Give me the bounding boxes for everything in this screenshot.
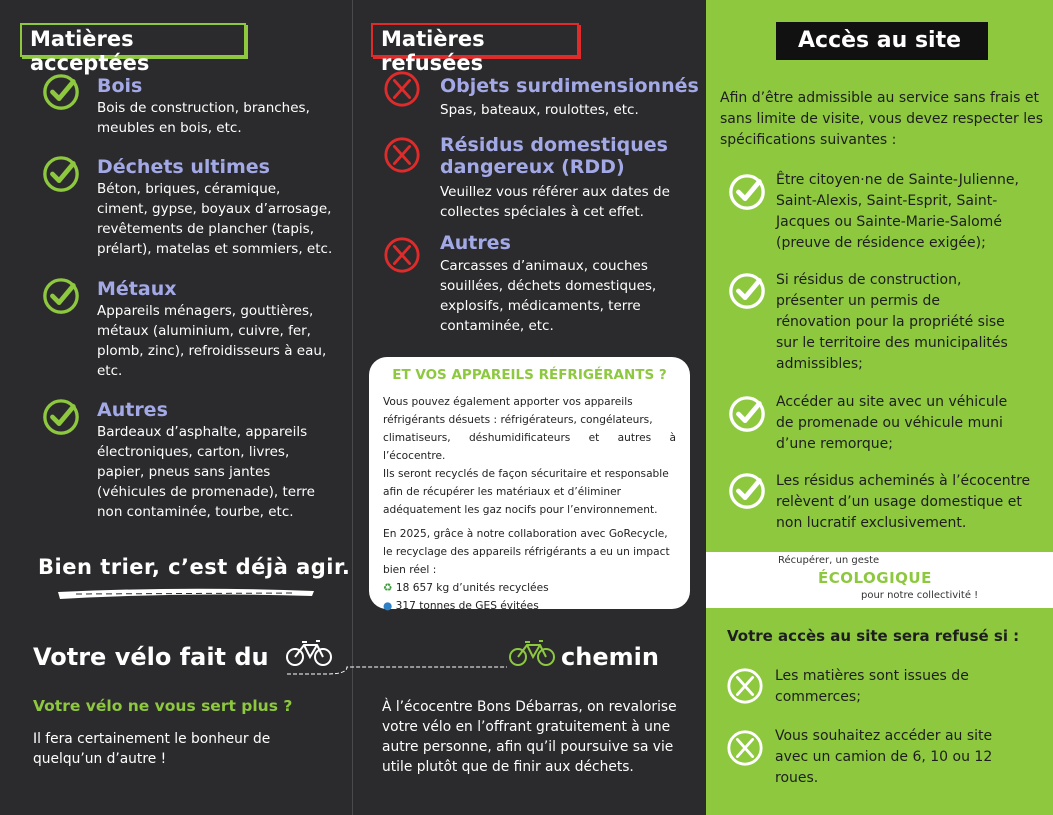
refusal-condition: Les matières sont issues de commerces; bbox=[775, 668, 969, 705]
refused-item-title: Objets surdimensionnés bbox=[440, 75, 699, 97]
bike-subtitle: Votre vélo ne vous sert plus ? bbox=[33, 697, 293, 715]
check-circle-icon bbox=[728, 472, 766, 510]
accepted-item-text: Appareils ménagers, gouttières, métaux (aluminium, cuivre, fer, plomb, zinc), refroidisseurs à eau, etc. bbox=[97, 303, 327, 379]
bike-headline-right: chemin bbox=[561, 643, 659, 671]
x-circle-icon bbox=[383, 136, 421, 174]
recycle-icon: ♻ bbox=[383, 582, 393, 594]
refused-item-title: Autres bbox=[440, 232, 511, 254]
refusal-header: Votre accès au site sera refusé si : bbox=[727, 627, 1020, 645]
accepted-item-text: Bardeaux d’asphalte, appareils électroniques, carton, livres, papier, pneus sans jantes (véhicules de promenade), terre non contaminée, tourbe, etc. bbox=[97, 424, 315, 520]
dashed-path bbox=[287, 663, 507, 677]
x-circle-icon bbox=[383, 70, 421, 108]
refused-panel bbox=[352, 0, 707, 815]
accepted-item-title: Déchets ultimes bbox=[97, 156, 270, 178]
refused-item-title: Résidus domestiques dangereux (RDD) bbox=[440, 134, 668, 178]
eco-banner bbox=[706, 552, 1053, 608]
access-condition: Être citoyen·ne de Sainte-Julienne, Saint-Alexis, Saint-Esprit, Saint- Jacques ou Sainte-Marie-Salomé (preuve de résidence exigée); bbox=[776, 172, 1019, 251]
fridge-info-box bbox=[369, 357, 690, 612]
x-circle-icon bbox=[726, 667, 764, 705]
accepted-item-title: Autres bbox=[97, 399, 168, 421]
eco-line3: pour notre collectivité ! bbox=[861, 590, 979, 601]
check-circle-icon bbox=[42, 73, 80, 111]
accepted-panel bbox=[0, 0, 352, 815]
eco-word: ÉCOLOGIQUE bbox=[818, 569, 932, 587]
accepted-header: Matières acceptées bbox=[20, 23, 246, 57]
slogan: Bien trier, c’est déjà agir. bbox=[38, 555, 351, 579]
stat-recycled: ♻ 18 657 kg d’unités recyclées bbox=[383, 582, 549, 594]
fridge-box-para2: En 2025, grâce à notre collaboration avec GoRecycle, le recyclage des appareils réfrigérants a eu un impact bien réel : ♻ 18 657 kg d’unités recyclées ● 317 tonnes de GES évitées bbox=[383, 525, 676, 615]
access-condition: Les résidus acheminés à l’écocentre relèvent d’un usage domestique et non lucratif exclusivement. bbox=[776, 473, 1031, 531]
access-condition: Accéder au site avec un véhicule de promenade ou véhicule muni d’une remorque; bbox=[776, 394, 1008, 452]
eco-line1: Récupérer, un geste bbox=[778, 555, 880, 566]
check-circle-icon bbox=[728, 395, 766, 433]
check-circle-icon bbox=[42, 155, 80, 193]
access-header: Accès au site bbox=[776, 22, 988, 60]
accepted-item-text: Bois de construction, branches, meubles en bois, etc. bbox=[97, 100, 310, 136]
refused-item-text: Spas, bateaux, roulottes, etc. bbox=[440, 102, 639, 118]
fridge-box-para1: Vous pouvez également apporter vos appareils réfrigérants désuets : réfrigérateurs, congélateurs, climatiseurs, déshumidificateurs et autres à l’écocentre. Ils seront recyclés de façon sécuritaire et responsable afin de récupérer les matériaux et d’éliminer adéquatement les gaz nocifs pour l’environnement. bbox=[383, 396, 676, 516]
access-panel bbox=[706, 0, 1053, 815]
stat-ges: ● 317 tonnes de GES évitées bbox=[383, 600, 539, 612]
refused-header: Matières refusées bbox=[371, 23, 579, 57]
brush-underline bbox=[56, 586, 316, 600]
bike-right-text: À l’écocentre Bons Débarras, on revalorise votre vélo en l’offrant gratuitement à une autre personne, afin qu’il poursuive sa vie utile plutôt que de finir aux déchets. bbox=[382, 699, 677, 775]
x-circle-icon bbox=[383, 236, 421, 274]
refusal-condition: Vous souhaitez accéder au site avec un camion de 6, 10 ou 12 roues. bbox=[775, 728, 993, 786]
accepted-item-title: Métaux bbox=[97, 278, 177, 300]
access-condition: Si résidus de construction, présenter un permis de rénovation pour la propriété sise sur le territoire des municipalités admissibles; bbox=[776, 272, 1008, 372]
bike-headline-left: Votre vélo fait du bbox=[33, 643, 269, 671]
check-circle-icon bbox=[728, 272, 766, 310]
check-circle-icon bbox=[42, 398, 80, 436]
access-intro: Afin d’être admissible au service sans frais et sans limite de visite, vous devez respecter les spécifications suivantes : bbox=[720, 90, 1043, 148]
check-circle-icon bbox=[42, 277, 80, 315]
bike-left-text: Il fera certainement le bonheur de quelqu’un d’autre ! bbox=[33, 731, 271, 767]
accepted-item-title: Bois bbox=[97, 75, 143, 97]
x-circle-icon bbox=[726, 729, 764, 767]
fridge-box-title: ET VOS APPAREILS RÉFRIGÉRANTS ? bbox=[392, 367, 667, 383]
refused-item-text: Carcasses d’animaux, couches souillées, déchets domestiques, explosifs, médicaments, terre contaminée, etc. bbox=[440, 258, 657, 334]
accepted-item-text: Béton, briques, céramique, ciment, gypse, boyaux d’arrosage, revêtements de plancher (tapis, prélart), matelas et sommiers, etc. bbox=[97, 181, 333, 257]
refused-item-text: Veuillez vous référer aux dates de collectes spéciales à cet effet. bbox=[440, 184, 670, 220]
bicycle-icon bbox=[508, 636, 556, 668]
check-circle-icon bbox=[728, 173, 766, 211]
earth-icon: ● bbox=[383, 600, 393, 612]
